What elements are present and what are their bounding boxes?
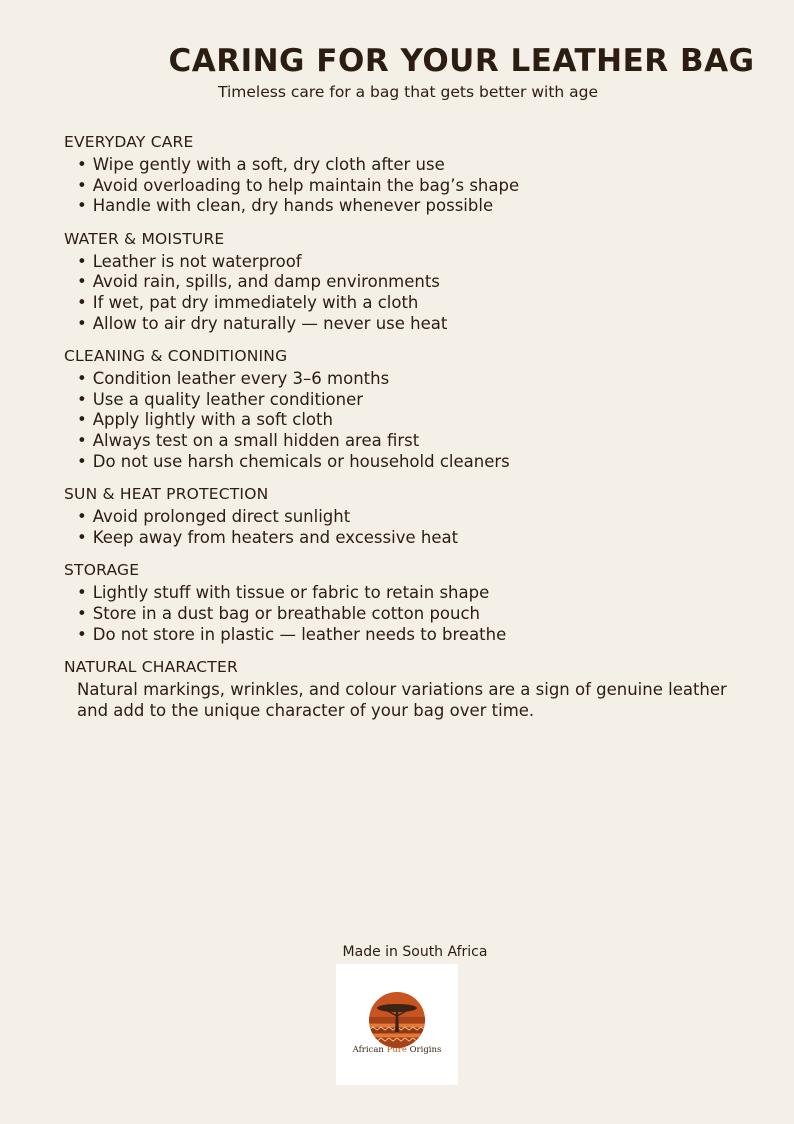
paragraph-line: Natural markings, wrinkles, and colour variations are a sign of genuine leather bbox=[77, 680, 727, 700]
bullet-icon: • bbox=[77, 430, 87, 450]
section-heading: EVERYDAY CARE bbox=[64, 133, 194, 151]
care-section bbox=[64, 346, 744, 472]
care-section bbox=[64, 132, 744, 217]
list-item bbox=[77, 583, 744, 604]
list-item bbox=[77, 410, 744, 431]
list-item bbox=[77, 155, 744, 176]
list-item-text: Avoid prolonged direct sunlight bbox=[92, 507, 351, 527]
bullet-icon: • bbox=[77, 251, 87, 271]
list-item-text: Do not use harsh chemicals or household cleaners bbox=[92, 451, 510, 471]
list-item bbox=[77, 431, 744, 452]
list-item-text: Avoid rain, spills, and damp environments bbox=[92, 272, 440, 292]
list-item-text: Use a quality leather conditioner bbox=[92, 389, 364, 409]
list-item bbox=[77, 369, 744, 390]
list-item-text: Do not store in plastic — leather needs to breathe bbox=[92, 624, 507, 644]
list-item bbox=[77, 452, 744, 473]
list-item-text: Handle with clean, dry hands whenever possible bbox=[92, 196, 494, 216]
bullet-icon: • bbox=[77, 292, 87, 312]
list-item-text: Keep away from heaters and excessive heat bbox=[92, 527, 459, 547]
bullet-icon: • bbox=[77, 451, 87, 471]
section-paragraph bbox=[64, 680, 744, 721]
section-heading: WATER & MOISTURE bbox=[64, 229, 225, 248]
section-heading: STORAGE bbox=[64, 561, 140, 580]
bullet-list bbox=[64, 583, 744, 645]
list-item bbox=[77, 293, 744, 314]
list-item bbox=[77, 390, 744, 411]
list-item-text: Apply lightly with a soft cloth bbox=[92, 410, 333, 430]
section-heading: CLEANING & CONDITIONING bbox=[64, 347, 288, 366]
brand-name: African Pure Origins bbox=[352, 1045, 442, 1055]
paragraph-line: and add to the unique character of your bag over time. bbox=[77, 700, 535, 720]
list-item bbox=[77, 528, 744, 549]
section-heading: NATURAL CHARACTER bbox=[64, 658, 238, 677]
list-item-text: Lightly stuff with tissue or fabric to retain shape bbox=[92, 583, 490, 603]
care-instructions bbox=[64, 132, 744, 733]
made-in-label: Made in South Africa bbox=[342, 944, 488, 960]
page-title: CARING FOR YOUR LEATHER BAG bbox=[168, 43, 755, 79]
list-item bbox=[77, 625, 744, 646]
list-item-text: Condition leather every 3–6 months bbox=[92, 369, 390, 389]
list-item bbox=[77, 252, 744, 273]
bullet-icon: • bbox=[77, 583, 87, 603]
bullet-list bbox=[64, 369, 744, 472]
bullet-icon: • bbox=[77, 313, 87, 333]
bullet-icon: • bbox=[77, 196, 87, 216]
list-item-text: Store in a dust bag or breathable cotton pouch bbox=[92, 603, 481, 623]
care-section bbox=[64, 484, 744, 548]
list-item-text: Allow to air dry naturally — never use heat bbox=[92, 313, 448, 333]
list-item bbox=[77, 272, 744, 293]
bullet-icon: • bbox=[77, 624, 87, 644]
bullet-icon: • bbox=[77, 603, 87, 623]
bullet-icon: • bbox=[77, 155, 87, 174]
bullet-icon: • bbox=[77, 507, 87, 527]
list-item bbox=[77, 176, 744, 197]
bullet-list bbox=[64, 507, 744, 548]
list-item-text: Always test on a small hidden area first bbox=[92, 430, 420, 450]
bullet-icon: • bbox=[77, 369, 87, 389]
bullet-list bbox=[64, 155, 744, 217]
bullet-list bbox=[64, 252, 744, 334]
bullet-icon: • bbox=[77, 272, 87, 292]
bullet-icon: • bbox=[77, 389, 87, 409]
list-item-text: If wet, pat dry immediately with a cloth bbox=[92, 292, 419, 312]
care-section bbox=[64, 657, 744, 721]
list-item bbox=[77, 604, 744, 625]
brand-logo-graphic bbox=[336, 964, 458, 1085]
bullet-icon: • bbox=[77, 175, 87, 195]
brand-logo bbox=[336, 964, 458, 1085]
list-item-text: Leather is not waterproof bbox=[92, 251, 302, 271]
list-item-text: Wipe gently with a soft, dry cloth after use bbox=[92, 155, 445, 174]
bullet-icon: • bbox=[77, 527, 87, 547]
list-item bbox=[77, 507, 744, 528]
section-heading: SUN & HEAT PROTECTION bbox=[64, 485, 269, 504]
list-item bbox=[77, 314, 744, 335]
care-section bbox=[64, 229, 744, 334]
page-subtitle: Timeless care for a bag that gets better with age bbox=[218, 83, 599, 101]
bullet-icon: • bbox=[77, 410, 87, 430]
list-item bbox=[77, 196, 744, 217]
care-section bbox=[64, 560, 744, 645]
list-item-text: Avoid overloading to help maintain the bag’s shape bbox=[92, 175, 520, 195]
